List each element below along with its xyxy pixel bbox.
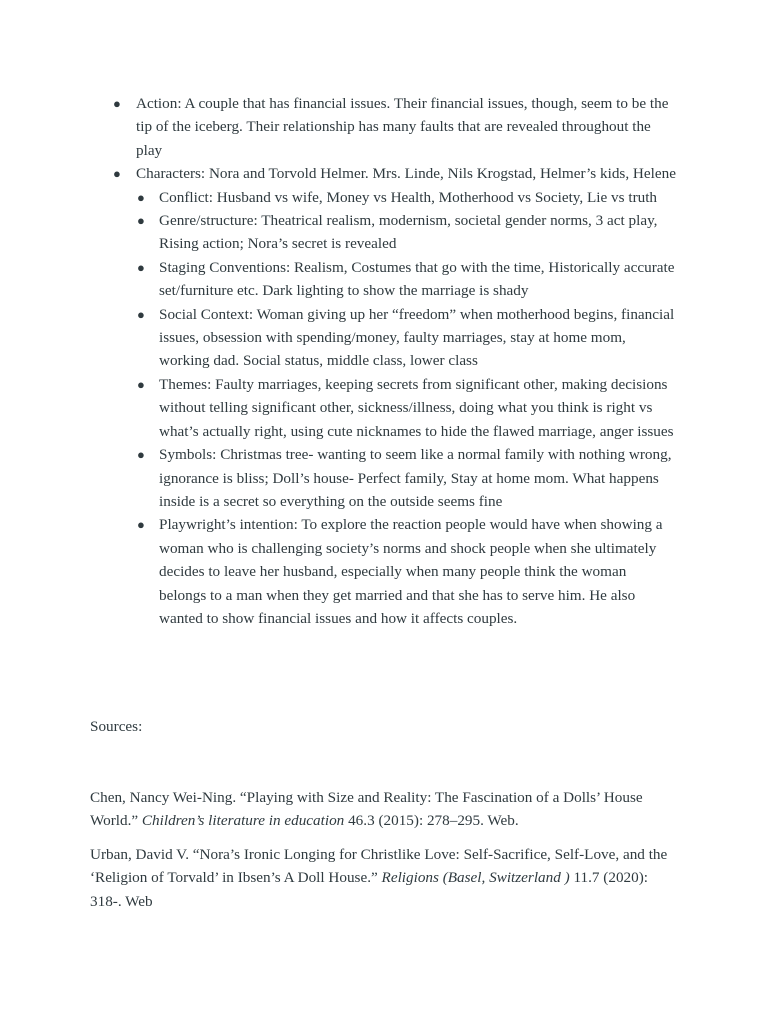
citation — [90, 843, 680, 913]
outline-sublist — [137, 186, 676, 631]
outline-item-text: Characters: Nora and Torvold Helmer. Mrs. Linde, Nils Krogstad, Helmer’s kids, Helene — [136, 165, 676, 183]
citation — [90, 786, 680, 833]
citation-details: 11.7 (2020): 318-. Web — [90, 869, 649, 910]
outline-subitem-text: Social Context: Woman giving up her “freedom” when motherhood begins, financial issues, obsession with spending/money, faulty marriages, stay at home mom, working dad. Social status, middle class, lower class — [159, 305, 675, 370]
bullet-icon: ● — [113, 96, 121, 111]
bullet-icon: ● — [137, 213, 145, 229]
outline-item-characters — [113, 162, 676, 630]
outline-subitem-text: Playwright’s intention: To explore the reaction people would have when showing a woman who is challenging society’s norms and shock people when she ultimately decides to leave her husband, especially when many people think the woman belongs to a man when they get married and that she has to serve him. He also wanted to show financial issues and how it affects couples. — [159, 516, 663, 627]
bullet-icon: ● — [137, 517, 145, 533]
outline-item-action — [113, 92, 676, 162]
outline-subitem-staging — [137, 256, 676, 303]
sources-heading: Sources: — [90, 718, 143, 735]
outline-subitem-text: Symbols: Christmas tree- wanting to seem like a normal family with nothing wrong, ignorance is bliss; Doll’s house- Perfect family, Stay at home mom. What happens inside is a secret so everything on the outside seems fine — [159, 446, 672, 510]
outline-subitem-conflict — [137, 186, 676, 209]
outline-subitem-text: Themes: Faulty marriages, keeping secrets from significant other, making decisions without telling significant other, sickness/illness, doing what you think is right vs what’s actually right, using cute nicknames to hide the flawed marriage, anger issues — [159, 375, 674, 440]
outline-subitem-playwright-intention — [137, 513, 676, 630]
citation-journal: Religions (Basel, Switzerland ) — [381, 869, 570, 887]
outline-item-text: Action: A couple that has financial issues. Their financial issues, though, seem to be the tip of the iceberg. Their relationship has many faults that are revealed throughout the play — [136, 95, 669, 159]
bullet-icon: ● — [113, 166, 121, 182]
outline-subitem-symbols — [137, 443, 676, 513]
bullet-icon: ● — [137, 447, 145, 463]
citation-details: 46.3 (2015): 278–295. Web. — [344, 812, 519, 830]
citation-journal: Children’s literature in education — [141, 812, 345, 830]
bullet-icon: ● — [137, 259, 145, 275]
outline-subitem-genre — [137, 209, 676, 256]
outline-subitem-text: Staging Conventions: Realism, Costumes that go with the time, Historically accurate set/furniture etc. Dark lighting to show the marriage is shady — [159, 258, 675, 300]
outline-subitem-social-context — [137, 303, 676, 373]
citation-text: Urban, David V. “Nora’s Ironic Longing for Christlike Love: Self-Sacrifice, Self-Love, and the ‘Religion of Torvald’ in Ibsen’s A Doll House.” — [90, 846, 668, 887]
bullet-icon: ● — [137, 189, 145, 205]
outline-subitem-text: Genre/structure: Theatrical realism, modernism, societal gender norms, 3 act play, Rising action; Nora’s secret is revealed — [159, 212, 658, 253]
outline-subitem-text: Conflict: Husband vs wife, Money vs Health, Motherhood vs Society, Lie vs truth — [159, 188, 658, 206]
outline-list — [113, 92, 676, 630]
bullet-icon: ● — [137, 376, 145, 392]
bullet-icon: ● — [137, 306, 145, 322]
outline-subitem-themes — [137, 373, 676, 443]
citation-text: Chen, Nancy Wei-Ning. “Playing with Size and Reality: The Fascination of a Dolls’ House World.” — [90, 789, 643, 830]
